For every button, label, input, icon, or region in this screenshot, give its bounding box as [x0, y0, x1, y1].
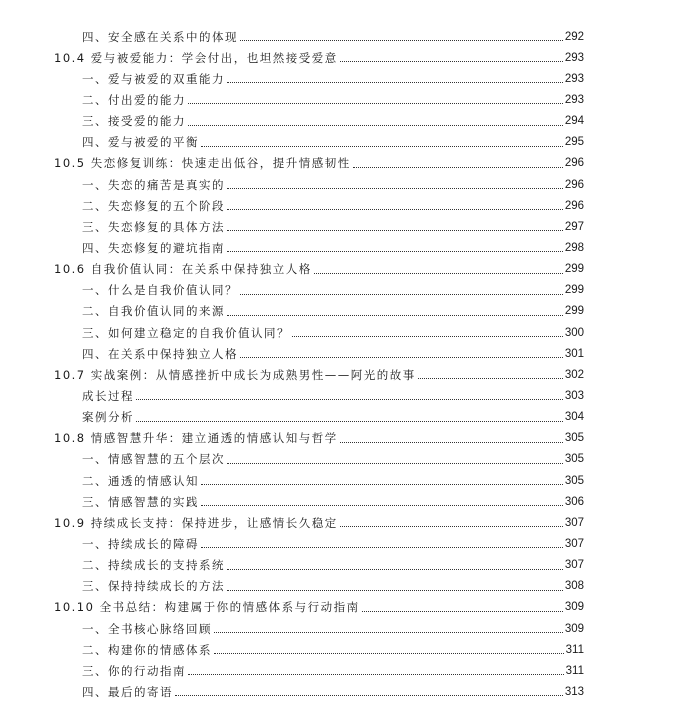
toc-entry-title: 一、情感智慧的五个层次 — [82, 452, 225, 467]
toc-page-number: 311 — [565, 643, 584, 656]
toc-entry-title: 10.9 持续成长支持：保持进步，让感情长久稳定 — [54, 515, 338, 530]
toc-subsection-entry[interactable] — [0, 407, 681, 428]
toc-subsection-entry[interactable] — [0, 89, 681, 110]
toc-subsection-entry[interactable] — [0, 322, 681, 343]
dot-leader — [188, 125, 563, 126]
toc-entry-title: 二、付出爱的能力 — [82, 92, 186, 107]
toc-subsection-entry[interactable] — [0, 216, 681, 237]
toc-entry-title: 三、失恋修复的具体方法 — [82, 219, 225, 234]
toc-subsection-entry[interactable] — [0, 132, 681, 153]
dot-leader — [418, 378, 563, 379]
toc-entry-title: 10.5 失恋修复训练：快速走出低谷，提升情感韧性 — [54, 156, 351, 171]
toc-page-number: 296 — [564, 157, 584, 170]
toc-entry-title: 二、失恋修复的五个阶段 — [82, 198, 225, 213]
dot-leader — [227, 209, 563, 210]
toc-page-number: 304 — [564, 411, 584, 424]
toc-entry-title: 三、接受爱的能力 — [82, 114, 186, 129]
toc-page-number: 301 — [564, 347, 584, 360]
toc-entry-title: 二、持续成长的支持系统 — [82, 558, 225, 573]
toc-entry-title: 四、在关系中保持独立人格 — [82, 346, 238, 361]
toc-subsection-entry[interactable] — [0, 639, 681, 660]
toc-page-number: 307 — [564, 516, 584, 529]
dot-leader — [340, 61, 563, 62]
toc-subsection-entry[interactable] — [0, 280, 681, 301]
toc-subsection-entry[interactable] — [0, 576, 681, 597]
toc-page-number: 300 — [564, 326, 584, 339]
dot-leader — [227, 188, 563, 189]
toc-page-number: 305 — [564, 453, 584, 466]
dot-leader — [227, 569, 563, 570]
toc-entry-title: 10.4 爱与被爱能力：学会付出，也坦然接受爱意 — [54, 50, 338, 65]
toc-section-entry[interactable] — [0, 259, 681, 280]
toc-section-entry[interactable] — [0, 512, 681, 533]
toc-subsection-entry[interactable] — [0, 343, 681, 364]
toc-subsection-entry[interactable] — [0, 26, 681, 47]
toc-entry-title: 一、全书核心脉络回顾 — [82, 621, 212, 636]
dot-leader — [314, 273, 563, 274]
toc-page-number: 305 — [564, 474, 584, 487]
dot-leader — [201, 505, 563, 506]
dot-leader — [240, 357, 563, 358]
toc-entry-title: 成长过程 — [82, 388, 134, 403]
toc-entry-title: 一、持续成长的障碍 — [82, 536, 199, 551]
dot-leader — [240, 294, 563, 295]
toc-section-entry[interactable] — [0, 428, 681, 449]
toc-subsection-entry[interactable] — [0, 681, 681, 702]
toc-subsection-entry[interactable] — [0, 237, 681, 258]
toc-page-number: 293 — [564, 72, 584, 85]
toc-entry-title: 二、构建你的情感体系 — [82, 642, 212, 657]
toc-subsection-entry[interactable] — [0, 195, 681, 216]
toc-entry-title: 二、通透的情感认知 — [82, 473, 199, 488]
toc-page-number: 309 — [564, 601, 584, 614]
toc-section-entry[interactable] — [0, 364, 681, 385]
dot-leader — [340, 442, 563, 443]
dot-leader — [227, 82, 563, 83]
toc-page-number: 294 — [564, 115, 584, 128]
toc-entry-title: 三、你的行动指南 — [82, 663, 186, 678]
toc-page-number: 307 — [564, 537, 584, 550]
toc-page-number: 303 — [564, 389, 584, 402]
dot-leader — [136, 399, 563, 400]
dot-leader — [214, 632, 563, 633]
toc-subsection-entry[interactable] — [0, 111, 681, 132]
toc-entry-title: 四、最后的寄语 — [82, 684, 173, 699]
toc-entry-title: 一、爱与被爱的双重能力 — [82, 71, 225, 86]
toc-page-number: 295 — [564, 136, 584, 149]
toc-subsection-entry[interactable] — [0, 385, 681, 406]
toc-subsection-entry[interactable] — [0, 301, 681, 322]
dot-leader — [240, 40, 563, 41]
toc-section-entry[interactable] — [0, 47, 681, 68]
toc-subsection-entry[interactable] — [0, 533, 681, 554]
dot-leader — [201, 547, 563, 548]
toc-section-entry[interactable] — [0, 153, 681, 174]
toc-subsection-entry[interactable] — [0, 449, 681, 470]
toc-page-number: 309 — [564, 622, 584, 635]
toc-entry-title: 三、如何建立稳定的自我价值认同？ — [82, 325, 290, 340]
toc-page-number: 297 — [564, 220, 584, 233]
toc-page-number: 311 — [565, 664, 584, 677]
toc-subsection-entry[interactable] — [0, 660, 681, 681]
toc-page-number: 292 — [564, 30, 584, 43]
toc-page-number: 296 — [564, 199, 584, 212]
table-of-contents — [0, 26, 681, 703]
toc-page-number: 293 — [564, 93, 584, 106]
dot-leader — [227, 590, 563, 591]
dot-leader — [227, 463, 563, 464]
toc-page-number: 299 — [564, 305, 584, 318]
dot-leader — [340, 526, 563, 527]
toc-page-number: 306 — [564, 495, 584, 508]
toc-section-entry[interactable] — [0, 597, 681, 618]
dot-leader — [214, 653, 564, 654]
toc-page-number: 299 — [564, 263, 584, 276]
toc-entry-title: 二、自我价值认同的来源 — [82, 304, 225, 319]
toc-entry-title: 一、什么是自我价值认同？ — [82, 283, 238, 298]
toc-subsection-entry[interactable] — [0, 555, 681, 576]
toc-subsection-entry[interactable] — [0, 491, 681, 512]
dot-leader — [353, 167, 563, 168]
toc-entry-title: 三、情感智慧的实践 — [82, 494, 199, 509]
dot-leader — [227, 315, 563, 316]
dot-leader — [175, 695, 563, 696]
toc-page-number: 313 — [564, 685, 584, 698]
toc-page-number: 299 — [564, 284, 584, 297]
toc-subsection-entry[interactable] — [0, 618, 681, 639]
toc-page-number: 302 — [564, 368, 584, 381]
toc-entry-title: 10.7 实战案例：从情感挫折中成长为成熟男性——阿光的故事 — [54, 367, 416, 382]
toc-subsection-entry[interactable] — [0, 174, 681, 195]
toc-subsection-entry[interactable] — [0, 68, 681, 89]
toc-entry-title: 10.8 情感智慧升华：建立通透的情感认知与哲学 — [54, 431, 338, 446]
toc-page-number: 293 — [564, 51, 584, 64]
dot-leader — [201, 484, 563, 485]
toc-entry-title: 三、保持持续成长的方法 — [82, 579, 225, 594]
dot-leader — [188, 103, 563, 104]
toc-entry-title: 一、失恋的痛苦是真实的 — [82, 177, 225, 192]
dot-leader — [188, 674, 564, 675]
dot-leader — [136, 421, 563, 422]
dot-leader — [227, 251, 563, 252]
toc-entry-title: 四、失恋修复的避坑指南 — [82, 240, 225, 255]
toc-page-number: 298 — [564, 241, 584, 254]
dot-leader — [292, 336, 563, 337]
toc-subsection-entry[interactable] — [0, 470, 681, 491]
toc-entry-title: 10.6 自我价值认同：在关系中保持独立人格 — [54, 262, 312, 277]
toc-page-number: 305 — [564, 432, 584, 445]
toc-entry-title: 四、爱与被爱的平衡 — [82, 135, 199, 150]
toc-page-number: 307 — [564, 559, 584, 572]
dot-leader — [201, 146, 563, 147]
dot-leader — [362, 611, 563, 612]
toc-page-number: 308 — [564, 580, 584, 593]
toc-entry-title: 10.10 全书总结：构建属于你的情感体系与行动指南 — [54, 600, 360, 615]
dot-leader — [227, 230, 563, 231]
toc-page-number: 296 — [564, 178, 584, 191]
toc-entry-title: 四、安全感在关系中的体现 — [82, 29, 238, 44]
toc-entry-title: 案例分析 — [82, 410, 134, 425]
